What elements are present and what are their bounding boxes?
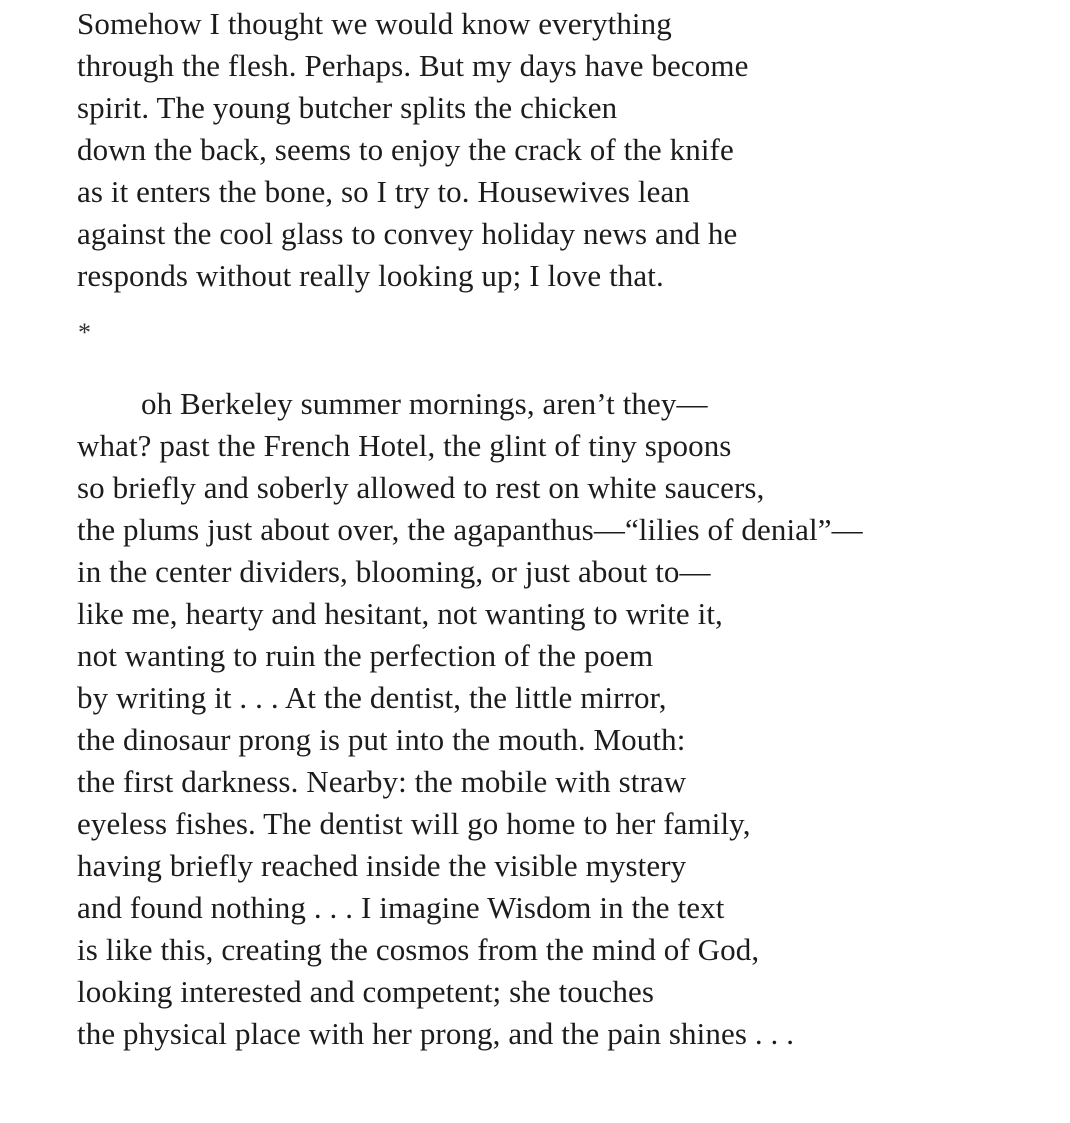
poem-line: looking interested and competent; she touches [77,974,654,1009]
poem-line: by writing it . . . At the dentist, the little mirror, [77,680,667,715]
poem-line: Somehow I thought we would know everything [77,6,672,41]
poem-line: what? past the French Hotel, the glint of tiny spoons [77,428,732,463]
poem-line: spirit. The young butcher splits the chicken [77,90,618,125]
poem-line: down the back, seems to enjoy the crack of the knife [77,132,734,167]
poem-line: responds without really looking up; I love that. [77,258,664,293]
poem-line: having briefly reached inside the visible mystery [77,848,687,883]
poem-line: the dinosaur prong is put into the mouth. Mouth: [77,722,686,757]
poem-line: in the center dividers, blooming, or just about to— [77,554,711,589]
poem-line: and found nothing . . . I imagine Wisdom in the text [77,890,725,925]
poem-line: against the cool glass to convey holiday news and he [77,216,738,251]
poem-line: like me, hearty and hesitant, not wanting to write it, [77,596,723,631]
stanza-two [77,383,863,1055]
poem-line: the first darkness. Nearby: the mobile with straw [77,764,687,799]
poem-line: eyeless fishes. The dentist will go home to her family, [77,806,751,841]
poem-line: is like this, creating the cosmos from the mind of God, [77,932,760,967]
poem-line: through the flesh. Perhaps. But my days have become [77,48,749,83]
poem-line: the physical place with her prong, and the pain shines . . . [77,1016,795,1051]
poem-line-indented: oh Berkeley summer mornings, aren’t they— [141,386,708,421]
section-divider-asterisk: * [78,318,91,347]
poem-line: as it enters the bone, so I try to. Housewives lean [77,174,690,209]
poem-line: so briefly and soberly allowed to rest on white saucers, [77,470,765,505]
stanza-one [77,3,748,297]
poem-line: not wanting to ruin the perfection of the poem [77,638,654,673]
poem-line: the plums just about over, the agapanthus—“lilies of denial”— [77,512,863,547]
